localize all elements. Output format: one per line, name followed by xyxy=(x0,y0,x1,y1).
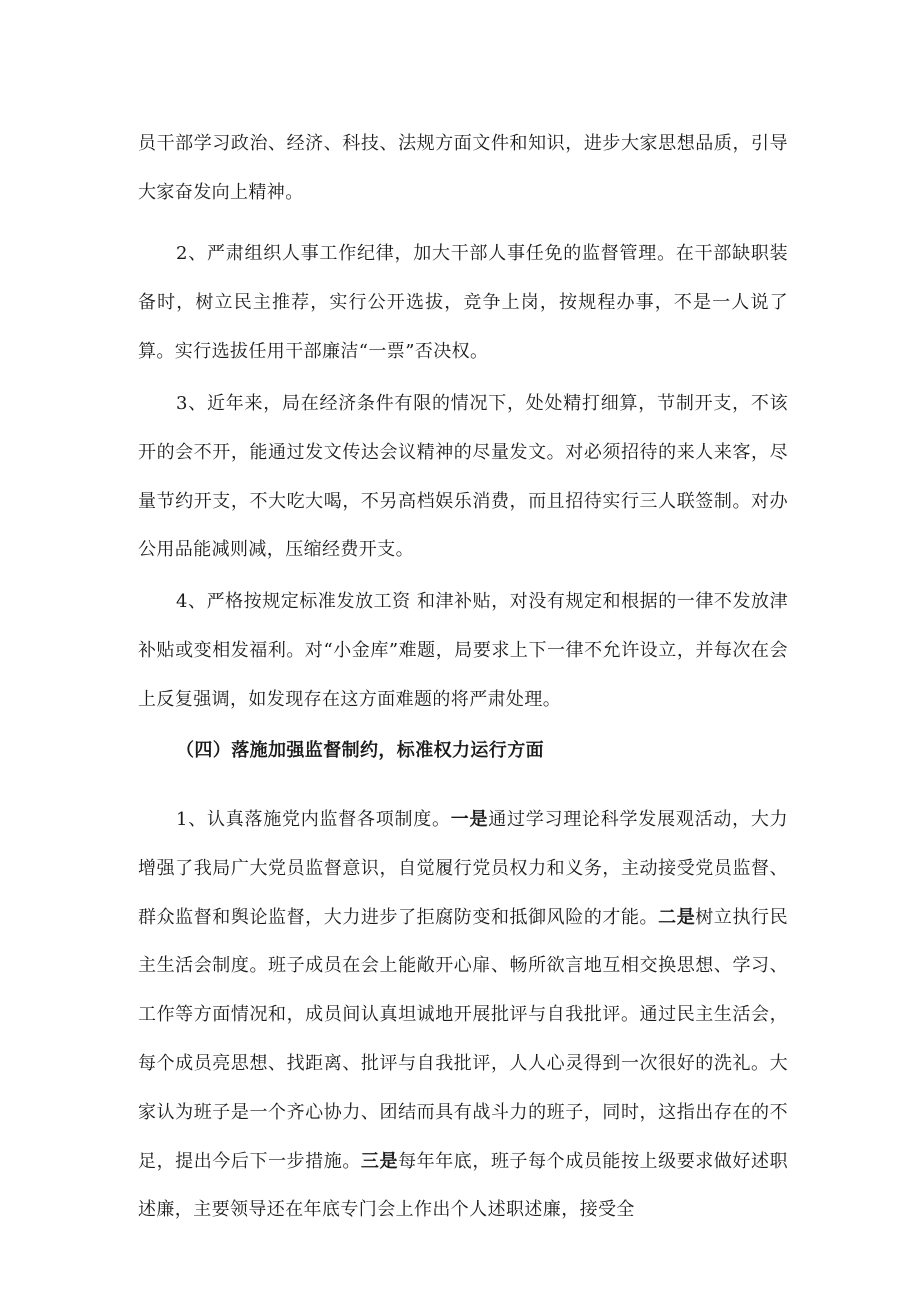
section-heading: （四）落施加强监督制约，标准权力运行方面 xyxy=(176,740,544,761)
emphasis-second: 二是 xyxy=(658,906,696,928)
paragraph-item-4: 4、严格按规定标准发放工资 和津补贴，对没有规定和根据的一律不发放津补贴或变相发福利。对“小金库”难题，局要求上下一律不允许设立，并每次在会上反复强调，如发现存在这方面难题的将严肃处理。 xyxy=(138,591,788,710)
emphasis-first: 一是 xyxy=(450,809,489,830)
paragraph-text-segment: 通过学习理论科学发展观活动，大力增强了我局广大党员监督意识，自觉履行党员权力和义务，主动接受党员监督、群众监督和舆论监督，大力进步了拒腐防变和抵御风险的才能。 xyxy=(138,809,788,928)
paragraph-item-3: 3、近年来，局在经济条件有限的情况下，处处精打细算，节制开支，不该开的会不开，能通过发文传达会议精神的尽量发文。对必须招待的来人来客，尽量节约开支，不大吃大喝，不另高档娱乐消费，而且招待实行三人联签制。对办公用品能减则减，压缩经费开支。 xyxy=(138,393,788,561)
emphasis-third: 三是 xyxy=(360,1150,399,1172)
paragraph-text-segment: 1、认真落施党内监督各项制度。 xyxy=(176,809,451,830)
paragraph-item-2: 2、严肃组织人事工作纪律，加大干部人事任免的监督管理。在干部缺职装备时，树立民主推荐，实行公开选拔，竞争上岗，按规程办事，不是一人说了算。实行选拔任用干部廉洁“一票”否决权。 xyxy=(138,243,788,362)
paragraph-item-1-supervision xyxy=(138,796,788,1235)
paragraph-continuation: 员干部学习政治、经济、科技、法规方面文件和知识，进步大家思想品质，引导大家奋发向上精神。 xyxy=(138,133,788,203)
paragraph-text-segment: 每年年底，班子每个成员能按上级要求做好述职述廉，主要领导还在年底专门会上作出个人述职述廉，接受全 xyxy=(138,1150,788,1221)
paragraph-text-segment: 树立执行民主生活会制度。班子成员在会上能敞开心扉、畅所欲言地互相交换思想、学习、工作等方面情况和，成员间认真坦诚地开展批评与自我批评。通过民主生活会，每个成员亮思想、找距离、批评与自我批评，人人心灵得到一次很好的洗礼。大家认为班子是一个齐心协力、团结而具有战斗力的班子，同时，这指出存在的不足，提出今后下一步措施。 xyxy=(138,906,789,1172)
